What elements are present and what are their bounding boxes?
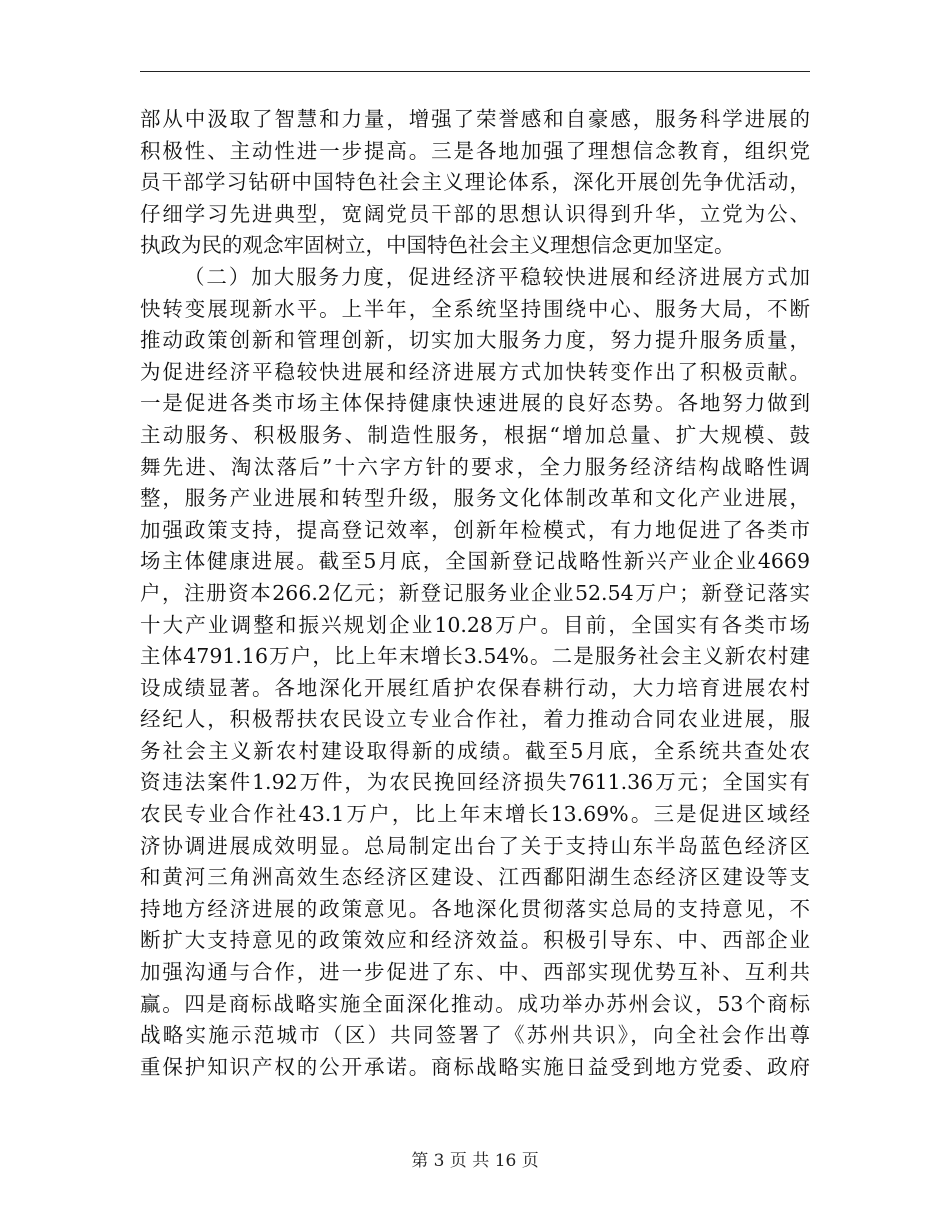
document-body [140, 104, 810, 1083]
header-rule [140, 71, 810, 72]
text-line: 重保护知识产权的公开承诺。商标战略实施日益受到地方党委、政府 [140, 1054, 810, 1079]
text-line: 断扩大支持意见的政策效应和经济效益。积极引导东、中、西部企业 [140, 928, 810, 953]
text-line: 加强沟通与合作，进一步促进了东、中、西部实现优势互补、互利共 [140, 960, 810, 985]
text-line: 十大产业调整和振兴规划企业10.28万户。目前，全国实有各类市场 [140, 612, 810, 637]
text-line: 户，注册资本266.2亿元；新登记服务业企业52.54万户；新登记落实 [140, 580, 810, 605]
text-line: 持地方经济进展的政策意见。各地深化贯彻落实总局的支持意见，不 [140, 896, 810, 921]
text-line: 仔细学习先进典型，宽阔党员干部的思想认识得到升华，立党为公、 [140, 201, 810, 226]
text-line: 农民专业合作社43.1万户，比上年末增长13.69%。三是促进区域经 [140, 802, 810, 827]
text-line: 主体4791.16万户，比上年末增长3.54%。二是服务社会主义新农村建 [140, 644, 810, 669]
text-line: 为促进经济平稳较快进展和经济进展方式加快转变作出了积极贡献。 [140, 359, 810, 384]
text-line: 和黄河三角洲高效生态经济区建设、江西鄱阳湖生态经济区建设等支 [140, 865, 810, 890]
text-line: 设成绩显著。各地深化开展红盾护农保春耕行动，大力培育进展农村 [140, 675, 810, 700]
text-line: 赢。四是商标战略实施全面深化推动。成功举办苏州会议，53个商标 [140, 991, 810, 1016]
text-line: 积极性、主动性进一步提高。三是各地加强了理想信念教育，组织党 [140, 138, 810, 163]
text-line: 资违法案件1.92万件，为农民挽回经济损失7611.36万元；全国实有 [140, 770, 810, 795]
text-line: 执政为民的观念牢固树立，中国特色社会主义理想信念更加坚定。 [140, 233, 735, 258]
text-line: 经纪人，积极帮扶农民设立专业合作社，着力推动合同农业进展，服 [140, 707, 810, 732]
text-line: 场主体健康进展。截至5月底，全国新登记战略性新兴产业企业4669 [140, 549, 810, 574]
text-line: 员干部学习钻研中国特色社会主义理论体系，深化开展创先争优活动， [140, 170, 810, 195]
text-line: 快转变展现新水平。上半年，全系统坚持围绕中心、服务大局，不断 [140, 296, 810, 321]
text-line: 济协调进展成效明显。总局制定出台了关于支持山东半岛蓝色经济区 [140, 833, 810, 858]
text-line: 务社会主义新农村建设取得新的成绩。截至5月底，全系统共查处农 [140, 738, 810, 763]
section-heading-line: （二）加大服务力度，促进经济平稳较快进展和经济进展方式加 [184, 264, 810, 289]
text-line: 主动服务、积极服务、制造性服务，根据“增加总量、扩大规模、鼓 [140, 422, 810, 447]
text-line: 一是促进各类市场主体保持健康快速进展的良好态势。各地努力做到 [140, 391, 810, 416]
text-line: 战略实施示范城市（区）共同签署了《苏州共识》，向全社会作出尊 [140, 1023, 810, 1048]
text-line: 加强政策支持，提高登记效率，创新年检模式，有力地促进了各类市 [140, 517, 810, 542]
text-line: 部从中汲取了智慧和力量，增强了荣誉感和自豪感，服务科学进展的 [140, 107, 810, 131]
text-line: 舞先进、淘汰落后”十六字方针的要求，全力服务经济结构战略性调 [140, 454, 810, 479]
text-line: 推动政策创新和管理创新，切实加大服务力度，努力提升服务质量， [140, 328, 810, 353]
text-line: 整，服务产业进展和转型升级，服务文化体制改革和文化产业进展， [140, 486, 810, 511]
page-number-footer: 第 3 页 共 16 页 [411, 1151, 539, 1171]
